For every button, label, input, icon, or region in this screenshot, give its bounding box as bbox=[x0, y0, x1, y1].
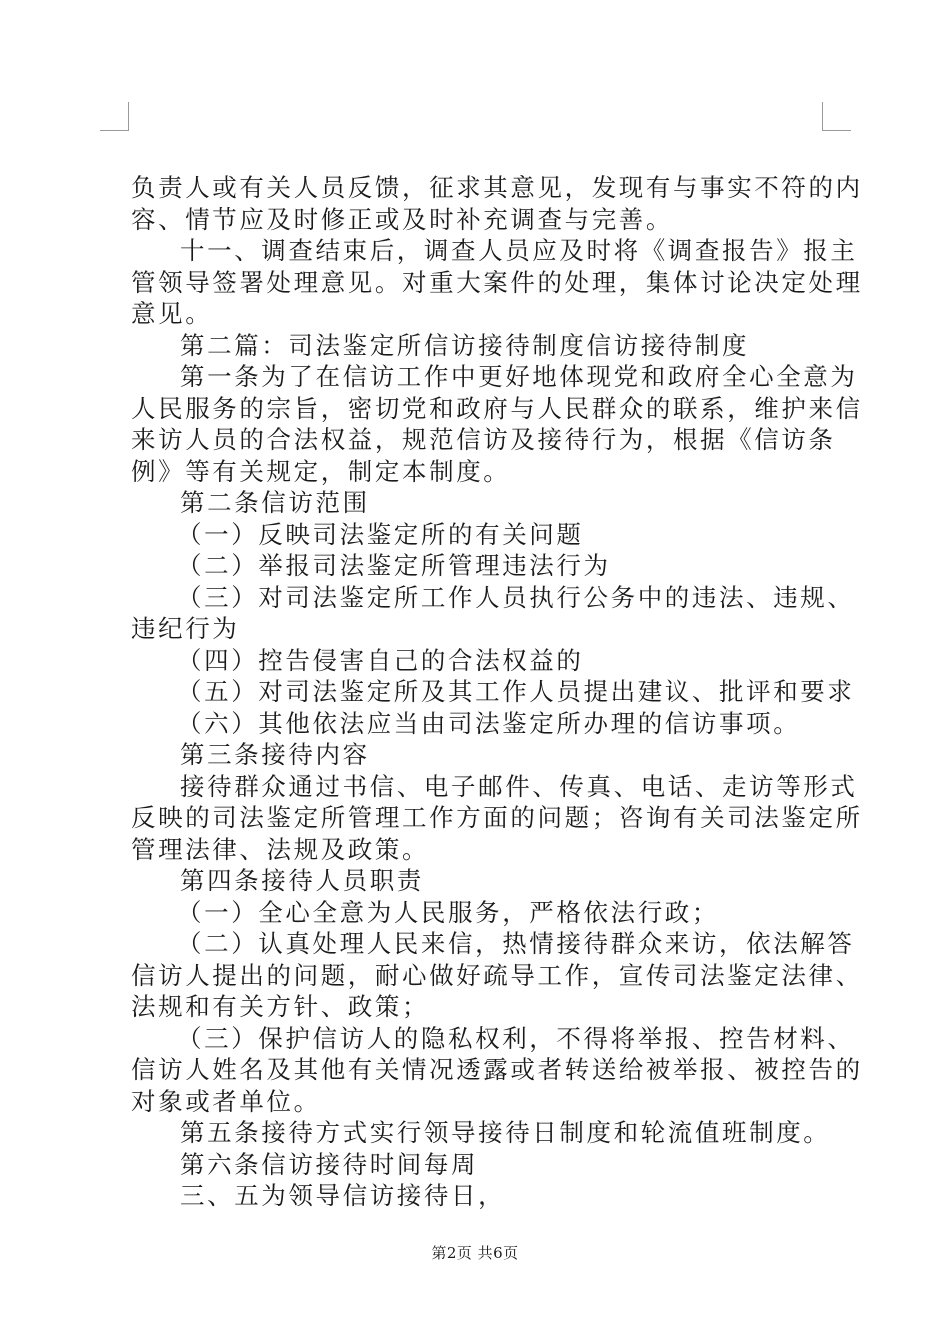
text-line: 负责人或有关人员反馈，征求其意见，发现有与事实不符的内 bbox=[131, 173, 863, 202]
text-line: （三）保护信访人的隐私权利，不得将举报、控告材料、 bbox=[177, 1023, 855, 1053]
text-line: 第四条接待人员职责 bbox=[180, 866, 424, 895]
text-line: （一）反映司法鉴定所的有关问题 bbox=[177, 519, 584, 549]
text-line: （二）认真处理人民来信，热情接待群众来访，依法解答 bbox=[177, 929, 855, 958]
crop-mark-top-right bbox=[822, 102, 851, 131]
document-body bbox=[131, 172, 863, 1212]
text-line: 容、情节应及时修正或及时补充调查与完善。 bbox=[131, 204, 673, 234]
text-line: 违纪行为 bbox=[131, 614, 240, 643]
text-line: （六）其他依法应当由司法鉴定所办理的信访事项。 bbox=[177, 708, 801, 738]
text-line: 反映的司法鉴定所管理工作方面的问题；咨询有关司法鉴定所 bbox=[131, 803, 863, 832]
text-line: （一）全心全意为人民服务，严格依法行政； bbox=[177, 897, 719, 927]
text-line: 第二篇：司法鉴定所信访接待制度信访接待制度 bbox=[180, 330, 750, 360]
text-line: 法规和有关方针、政策； bbox=[131, 992, 430, 1021]
text-line: 第一条为了在信访工作中更好地体现党和政府全心全意为 bbox=[180, 362, 858, 391]
text-line: 信访人提出的问题，耐心做好疏导工作，宣传司法鉴定法律、 bbox=[131, 960, 863, 990]
text-line: 对象或者单位。 bbox=[131, 1086, 321, 1116]
text-line: （四）控告侵害自己的合法权益的 bbox=[177, 645, 584, 675]
text-line: （三）对司法鉴定所工作人员执行公务中的违法、违规、 bbox=[177, 582, 855, 612]
page-footer: 第2页 共6页 bbox=[431, 1244, 519, 1262]
text-line: 管领导签署处理意见。对重大案件的处理，集体讨论决定处理 bbox=[131, 267, 863, 297]
text-line: 例》等有关规定，制定本制度。 bbox=[131, 456, 511, 486]
text-line: 三、五为领导信访接待日， bbox=[180, 1181, 506, 1210]
text-line: 信访人姓名及其他有关情况透露或者转送给被举报、被控告的 bbox=[131, 1055, 863, 1084]
text-line: 意见。 bbox=[131, 299, 213, 328]
text-line: 管理法律、法规及政策。 bbox=[131, 834, 430, 864]
text-line: 第三条接待内容 bbox=[180, 740, 370, 769]
text-line: 第六条信访接待时间每周 bbox=[180, 1149, 479, 1179]
text-line: 第二条信访范围 bbox=[180, 488, 370, 517]
crop-mark-top-left bbox=[100, 102, 129, 131]
text-line: 接待群众通过书信、电子邮件、传真、电话、走访等形式 bbox=[180, 771, 858, 801]
text-line: 人民服务的宗旨，密切党和政府与人民群众的联系，维护来信 bbox=[131, 393, 863, 423]
text-line: 第五条接待方式实行领导接待日制度和轮流值班制度。 bbox=[180, 1118, 831, 1147]
text-line: （二）举报司法鉴定所管理违法行为 bbox=[177, 551, 611, 580]
text-line: 来访人员的合法权益，规范信访及接待行为，根据《信访条 bbox=[131, 425, 836, 454]
text-line: （五）对司法鉴定所及其工作人员提出建议、批评和要求 bbox=[177, 677, 855, 706]
text-line: 十一、调查结束后，调查人员应及时将《调查报告》报主 bbox=[180, 236, 858, 265]
